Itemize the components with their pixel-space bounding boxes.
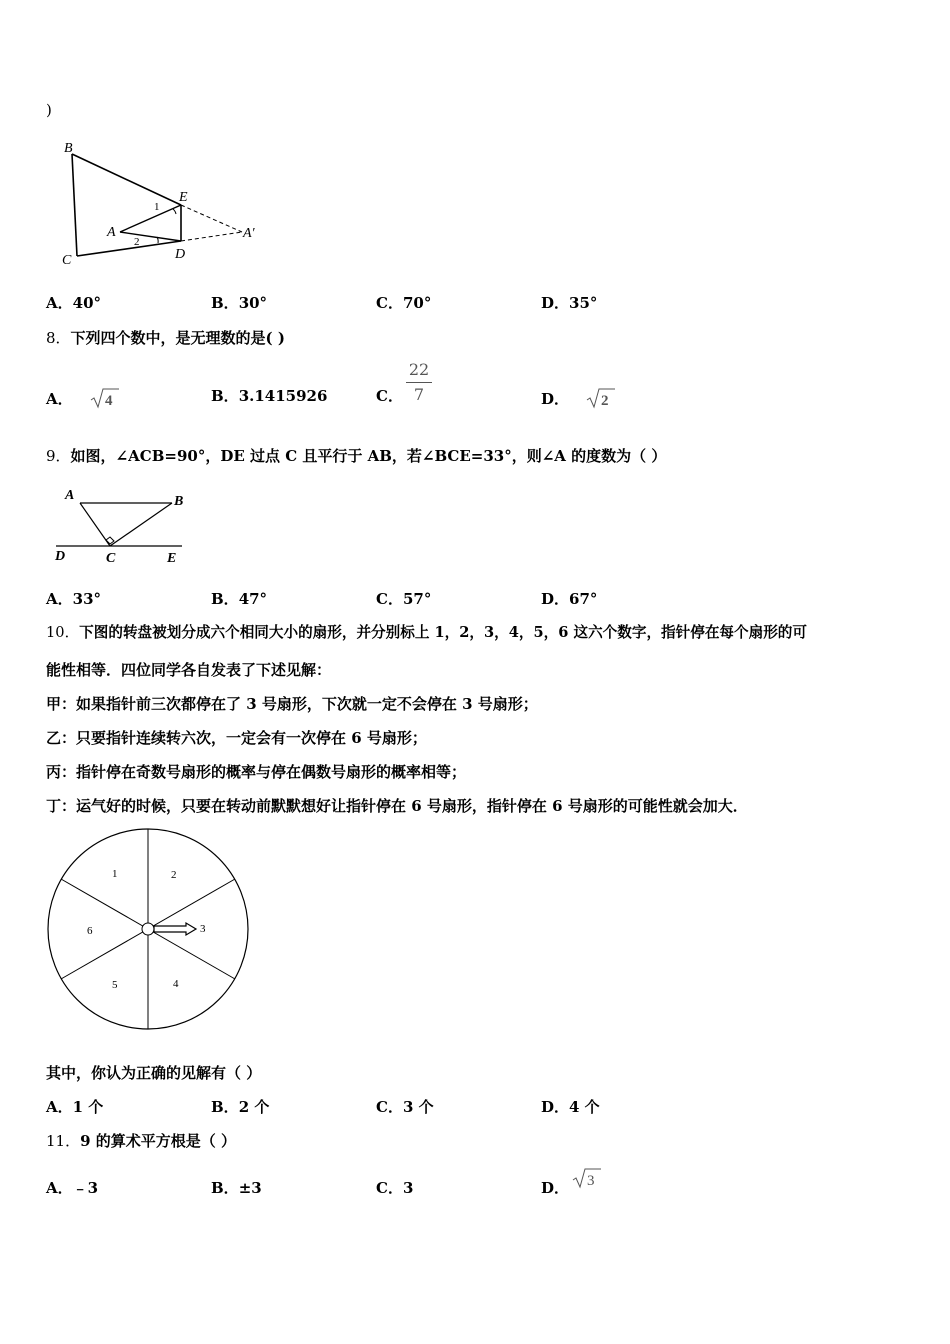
q9-stem <box>46 446 666 466</box>
option-letter: C． <box>376 294 403 312</box>
q11-option-d[interactable] <box>541 1178 569 1198</box>
q8-option-c[interactable] <box>376 386 403 406</box>
question-text: 如图，∠ACB=90°，DE 过点 C 且平行于 AB，若∠BCE=33°，则∠A 的度数为（ ） <box>70 447 667 465</box>
q8-stem <box>46 328 285 348</box>
q10-option-b[interactable] <box>211 1097 269 1117</box>
radicand: 4 <box>104 393 113 409</box>
option-text: 40° <box>72 294 102 312</box>
spinner-number-5: 5 <box>112 979 118 991</box>
option-letter: C． <box>376 1179 403 1197</box>
q9-option-a[interactable] <box>46 589 101 609</box>
option-text: ﹣3 <box>72 1179 99 1197</box>
radicand: 3 <box>587 1173 595 1189</box>
option-text: 70° <box>402 294 432 312</box>
fraction-numerator: 22 <box>408 360 430 379</box>
radicand: 2 <box>601 393 609 409</box>
q7-figure <box>40 130 280 270</box>
option-text: 47° <box>238 590 268 608</box>
q10-statement-bing: 丙：指针停在奇数号扇形的概率与停在偶数号扇形的概率相等； <box>46 763 467 781</box>
option-letter: A． <box>46 1179 73 1197</box>
q8-option-a[interactable] <box>46 386 120 410</box>
q10-statement-yi: 乙：只要指针连续转六次，一定会有一次停在 6 号扇形； <box>46 729 427 747</box>
q7-label-angle1: 1 <box>154 201 160 213</box>
q7-label-E: E <box>179 190 188 205</box>
option-text: 35° <box>569 294 598 312</box>
q9-option-c[interactable] <box>376 589 431 609</box>
question-number: 11． <box>46 1132 81 1150</box>
q7-label-D: D <box>175 247 186 262</box>
q8-fraction <box>406 360 432 405</box>
option-letter: D． <box>541 390 570 408</box>
option-letter: C． <box>376 387 403 405</box>
option-letter: B． <box>211 590 239 608</box>
option-text: 2 个 <box>238 1098 270 1116</box>
sqrt-icon <box>90 386 120 410</box>
option-text: 30° <box>238 294 268 312</box>
spinner-number-4: 4 <box>173 978 179 990</box>
spinner-number-2: 2 <box>171 869 177 881</box>
option-text: ±3 <box>238 1179 262 1197</box>
question-text: 9 的算术平方根是（ ） <box>80 1132 236 1150</box>
question-text: 下列四个数中，是无理数的是( ) <box>70 329 285 347</box>
option-letter: D． <box>541 590 570 608</box>
q9-label-A: A <box>65 488 75 503</box>
sqrt-icon <box>586 386 616 410</box>
q10-statement-jia: 甲：如果指针前三次都停在了 3 号扇形，下次就一定不会停在 3 号扇形； <box>46 695 538 713</box>
spinner-number-6: 6 <box>87 925 93 937</box>
q11-option-a[interactable] <box>46 1178 98 1198</box>
q7-option-a[interactable] <box>46 293 101 313</box>
q10-option-d[interactable] <box>541 1097 600 1117</box>
option-letter: D． <box>541 1179 570 1197</box>
option-letter: D． <box>541 294 570 312</box>
q9-label-C: C <box>106 551 116 566</box>
q7-option-c[interactable] <box>376 293 431 313</box>
q9-option-d[interactable] <box>541 589 597 609</box>
q11-option-c[interactable] <box>376 1178 413 1198</box>
q10-stem-line1 <box>46 623 807 643</box>
option-letter: D． <box>541 1098 570 1116</box>
question-number: 8． <box>46 329 71 347</box>
question-number: 10． <box>46 624 80 641</box>
sqrt-icon <box>572 1166 602 1190</box>
q10-stem-line2: 能性相等．四位同学各自发表了下述见解： <box>46 661 332 679</box>
q11-stem <box>46 1131 236 1151</box>
q10-statement-ding: 丁：运气好的时候，只要在转动前默默想好让指针停在 6 号扇形，指针停在 6 号扇形的可能性就会加大． <box>46 797 748 815</box>
q7-closing-paren: ) <box>46 101 52 119</box>
option-text: 3 <box>402 1179 414 1197</box>
q7-label-A: A <box>107 225 116 240</box>
option-letter: C． <box>376 1098 403 1116</box>
q7-label-A-prime: A′ <box>243 226 255 241</box>
spinner-number-3: 3 <box>200 923 206 935</box>
option-letter: A． <box>46 590 73 608</box>
spinner-number-1: 1 <box>112 868 118 880</box>
q7-label-B: B <box>64 141 73 156</box>
question-number: 9． <box>46 447 71 465</box>
q10-option-c[interactable] <box>376 1097 434 1117</box>
option-letter: B． <box>211 294 239 312</box>
q9-option-b[interactable] <box>211 589 267 609</box>
option-letter: B． <box>211 387 239 405</box>
q11-option-b[interactable] <box>211 1178 262 1198</box>
option-text: 67° <box>569 590 598 608</box>
question-text: 下图的转盘被划分成六个相同大小的扇形，并分别标上 1，2，3，4，5，6 这六个数字，指针停在每个扇形的可 <box>79 624 807 641</box>
option-letter: B． <box>211 1098 239 1116</box>
option-text: 3 个 <box>402 1098 434 1116</box>
option-text: 4 个 <box>569 1098 600 1116</box>
q10-option-a[interactable] <box>46 1097 103 1117</box>
option-text: 33° <box>72 590 102 608</box>
q7-label-C: C <box>62 253 72 268</box>
option-letter: B． <box>211 1179 239 1197</box>
q10-spinner <box>40 822 260 1037</box>
option-text: 3.1415926 <box>238 387 328 405</box>
option-text: 1 个 <box>72 1098 104 1116</box>
fraction-denominator: 7 <box>413 385 425 404</box>
q9-figure <box>46 482 206 572</box>
option-letter: A． <box>46 390 73 408</box>
q8-option-b[interactable] <box>211 386 327 406</box>
q9-label-D: D <box>55 549 66 564</box>
q7-option-b[interactable] <box>211 293 267 313</box>
q8-option-d[interactable] <box>541 386 616 410</box>
q10-question: 其中，你认为正确的见解有（ ） <box>46 1064 262 1082</box>
q7-option-d[interactable] <box>541 293 597 313</box>
option-text: 57° <box>402 590 432 608</box>
option-letter: A． <box>46 1098 73 1116</box>
q9-label-E: E <box>167 551 177 566</box>
option-letter: A． <box>46 294 73 312</box>
q7-label-angle2: 2 <box>134 236 140 248</box>
option-letter: C． <box>376 590 403 608</box>
q9-label-B: B <box>174 494 184 509</box>
